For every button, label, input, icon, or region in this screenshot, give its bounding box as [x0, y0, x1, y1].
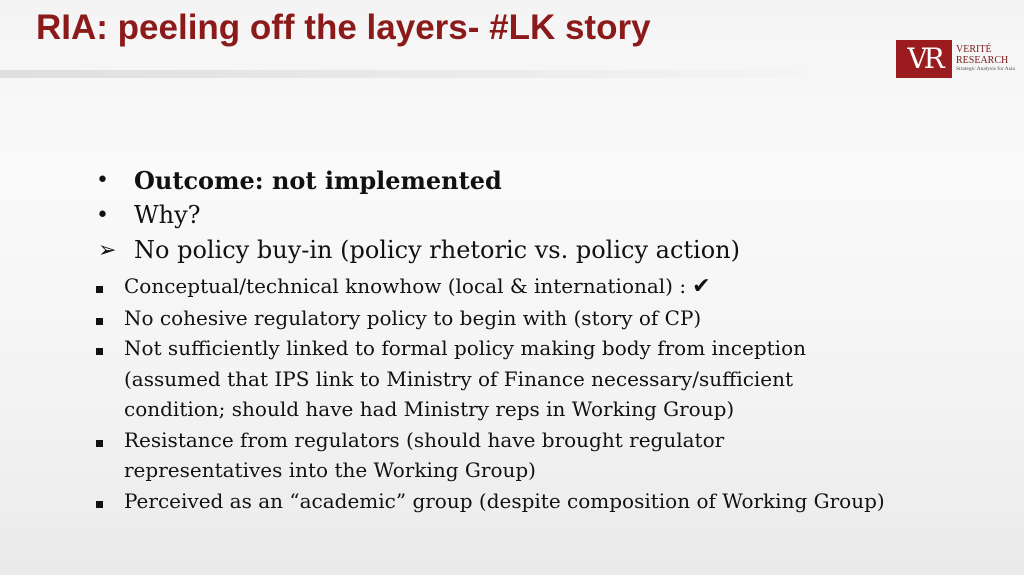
bullet-marker: • [96, 168, 109, 193]
bullet-text: Outcome: not implemented [134, 166, 502, 195]
square-bullet-icon [96, 271, 116, 302]
sub-bullet-item [94, 303, 974, 334]
square-bullet-icon [96, 486, 116, 517]
sub-bullet-text: Resistance from regulators (should have brought regulator representatives into the Working Group) [124, 427, 725, 482]
bullet-item-no-policy-buy-in [94, 233, 974, 268]
logo-text [956, 44, 1015, 73]
sub-bullet-item [94, 271, 974, 303]
arrow-bullet-icon: ➢ [98, 238, 117, 263]
logo-mark: VR [896, 40, 952, 78]
square-bullet-icon [96, 333, 116, 364]
title-divider [0, 70, 850, 78]
sub-bullet-text: Not sufficiently linked to formal policy making body from inception (assumed that IPS link to Ministry of Finance necessary/sufficient condition; should have had Ministry reps in Working Group) [124, 336, 807, 421]
bullet-list [94, 163, 974, 516]
bullet-marker: • [96, 203, 109, 228]
sub-bullet-item [94, 333, 864, 425]
sub-bullet-text: No cohesive regulatory policy to begin with (story of CP) [124, 305, 702, 330]
logo-tagline: Strategic Analysis for Asia [956, 66, 1015, 72]
verite-research-logo [896, 40, 1014, 78]
sub-bullet-item [94, 425, 774, 486]
logo-name-line2: RESEARCH [956, 55, 1009, 66]
sub-bullet-text: Perceived as an “academic” group (despite composition of Working Group) [124, 488, 885, 513]
logo-name-line1: VERITÉ [956, 44, 992, 55]
bullet-item-outcome [94, 163, 974, 198]
bullet-text: Why? [134, 201, 201, 229]
sub-bullet-text: Conceptual/technical knowhow (local & international) : [124, 274, 687, 298]
sub-bullet-item [94, 486, 974, 517]
square-bullet-icon [96, 303, 116, 334]
bullet-item-why [94, 198, 974, 233]
bullet-text: No policy buy-in (policy rhetoric vs. policy action) [134, 236, 740, 264]
square-bullet-icon [96, 425, 116, 456]
checkmark-icon: ✔ [692, 274, 711, 299]
slide-title: RIA: peeling off the layers- #LK story [36, 8, 651, 47]
